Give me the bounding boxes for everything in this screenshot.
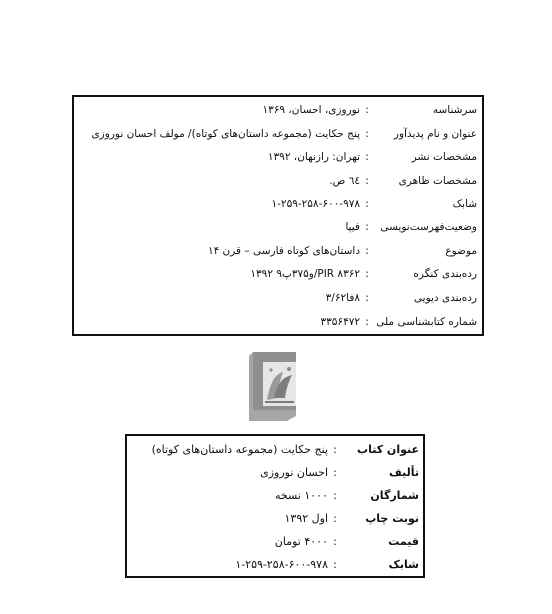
catalog-separator: : (365, 245, 369, 257)
catalog-label: شابک (452, 198, 477, 210)
cataloging-info-box (72, 95, 484, 336)
imprint-separator: : (333, 512, 337, 525)
imprint-row (127, 462, 423, 484)
imprint-label: شمارگان (370, 489, 419, 502)
catalog-label: شماره کتابشناسی ملی (376, 316, 477, 328)
catalog-label: موضوع (445, 245, 477, 257)
catalog-row (74, 194, 482, 214)
catalog-row (74, 100, 482, 120)
imprint-label: نوبت چاپ (365, 512, 419, 525)
catalog-separator: : (365, 128, 369, 140)
catalog-row (74, 241, 482, 261)
catalog-label: عنوان و نام پدیدآور (393, 128, 477, 140)
catalog-value: نوروزی، احسان، ۱۳۶۹ (262, 104, 360, 116)
catalog-separator: : (365, 104, 369, 116)
imprint-value: احسان نوروزی (260, 466, 328, 479)
catalog-separator: : (365, 198, 369, 210)
imprint-row (127, 531, 423, 553)
catalog-row (74, 217, 482, 237)
imprint-row (127, 485, 423, 507)
catalog-label: رده‌بندی کنگره (413, 268, 477, 280)
catalog-row (74, 171, 482, 191)
catalog-value: PIR ۸۳۶۲/و۳۷۵پ۹ ۱۳۹۲ (250, 268, 360, 280)
catalog-value: ٦٤ ص. (329, 175, 360, 187)
catalog-row (74, 312, 482, 332)
imprint-row (127, 554, 423, 576)
imprint-label: عنوان کتاب (357, 443, 419, 456)
catalog-label: سرشناسه (432, 104, 477, 116)
catalog-separator: : (365, 175, 369, 187)
imprint-value: اول ۱۳۹۲ (284, 512, 328, 525)
catalog-separator: : (365, 151, 369, 163)
imprint-row (127, 439, 423, 461)
catalog-value: فیپا (345, 221, 360, 233)
catalog-value: ۸فا۳/۶۲ (325, 292, 360, 304)
imprint-separator: : (333, 535, 337, 548)
catalog-value: ۳۳۵۶۴۷۲ (320, 316, 360, 328)
imprint-label: قیمت (388, 535, 419, 548)
imprint-label: تألیف (389, 466, 419, 479)
catalog-row (74, 264, 482, 284)
catalog-row (74, 147, 482, 167)
catalog-label: وضعیت‌فهرست‌نویسی (380, 221, 477, 233)
publisher-logo-icon (247, 350, 302, 423)
imprint-separator: : (333, 443, 337, 456)
imprint-row (127, 508, 423, 530)
catalog-separator: : (365, 292, 369, 304)
imprint-label: شابک (388, 558, 419, 571)
catalog-label: مشخصات نشر (411, 151, 477, 163)
catalog-separator: : (365, 221, 369, 233)
catalog-label: مشخصات ظاهری (398, 175, 477, 187)
imprint-value: ۱۰۰۰ نسخه (274, 489, 328, 502)
catalog-separator: : (365, 268, 369, 280)
imprint-value: ۱-۲۵۹-۲۵۸-۶۰۰-۹۷۸ (235, 558, 328, 571)
catalog-value: تهران: رازنهان، ۱۳۹۲ (267, 151, 360, 163)
imprint-info-box (125, 434, 425, 578)
catalog-label: رده‌بندی دیویی (413, 292, 477, 304)
catalog-value: ۱-۲۵۹-۲۵۸-۶۰۰-۹۷۸ (271, 198, 360, 210)
catalog-separator: : (365, 316, 369, 328)
imprint-value: پنج حکایت (مجموعه داستان‌های کوتاه) (151, 443, 328, 456)
catalog-row (74, 288, 482, 308)
imprint-separator: : (333, 466, 337, 479)
imprint-value: ۴۰۰۰ تومان (274, 535, 328, 548)
catalog-value: داستان‌های کوتاه فارسی – قرن ۱۴ (207, 245, 360, 257)
catalog-value: پنج حکایت (مجموعه داستان‌های کوتاه)/ مولف احسان نوروزی (91, 128, 360, 140)
catalog-row (74, 124, 482, 144)
imprint-separator: : (333, 489, 337, 502)
imprint-separator: : (333, 558, 337, 571)
